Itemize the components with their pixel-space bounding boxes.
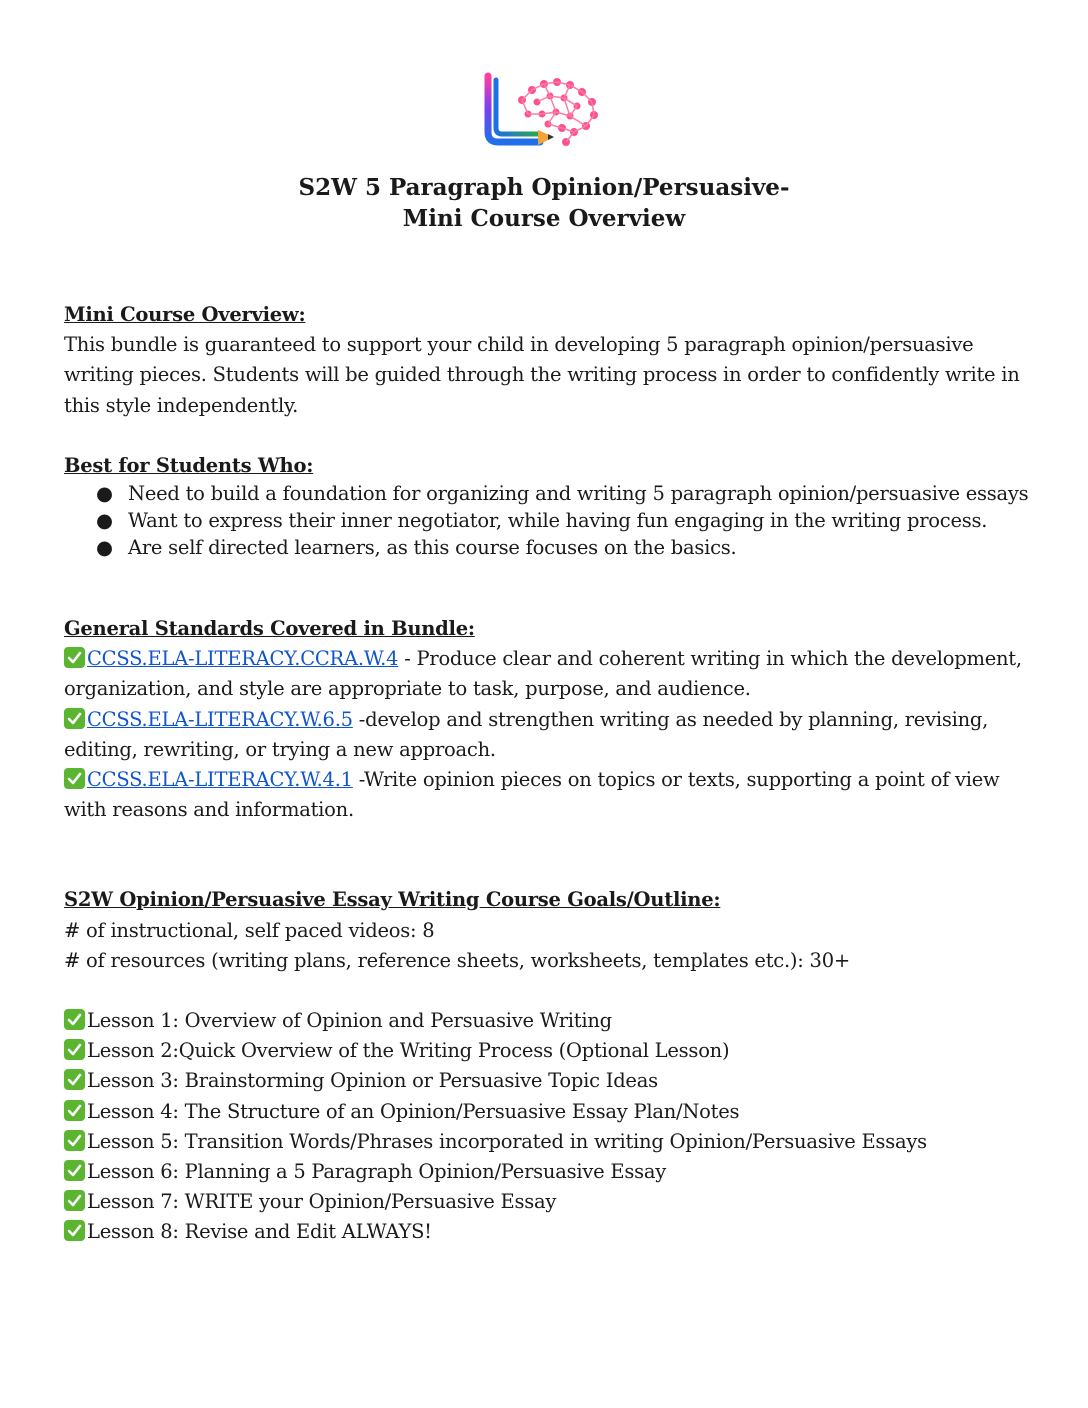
best-for-heading: Best for Students Who: (64, 453, 314, 477)
lesson-list (64, 1006, 1034, 1248)
overview-heading: Mini Course Overview: (64, 303, 306, 326)
standard-description: -develop and strengthen writing as needed by planning, revising, editing, rewriting, or trying a new approach. (64, 707, 989, 761)
lesson-item: Lesson 6: Planning a 5 Paragraph Opinion/Persuasive Essay (64, 1157, 1034, 1187)
standard-link[interactable]: CCSS.ELA-LITERACY.W.4.1 (87, 768, 353, 792)
best-for-list (64, 481, 1034, 561)
standard-description: -Write opinion pieces on topics or texts, supporting a point of view with reasons and information. (64, 768, 1000, 822)
standard-item (64, 765, 1034, 825)
document-body (64, 300, 1034, 1248)
lesson-item: Lesson 8: Revise and Edit ALWAYS! (64, 1217, 1034, 1247)
bullet-icon: ● (96, 482, 113, 506)
check-mark-icon (64, 1009, 85, 1030)
check-mark-icon (64, 647, 85, 668)
document-title (0, 172, 1088, 234)
standard-link[interactable]: CCSS.ELA-LITERACY.W.6.5 (87, 707, 353, 731)
check-mark-icon (64, 1069, 85, 1090)
standard-description: - Produce clear and coherent writing in which the development, organization, and style are appropriate to task, purpose, and audience. (64, 647, 1022, 701)
check-mark-icon (64, 1220, 85, 1241)
standards-heading: General Standards Covered in Bundle: (64, 617, 475, 641)
check-mark-icon (64, 768, 85, 789)
check-mark-icon (64, 1039, 85, 1060)
bullet-icon: ● (96, 509, 113, 533)
lesson-item: Lesson 7: WRITE your Opinion/Persuasive Essay (64, 1187, 1034, 1217)
list-item: ● Are self directed learners, as this course focuses on the basics. (96, 536, 737, 560)
title-line-2: Mini Course Overview (402, 205, 686, 232)
lesson-item: Lesson 3: Brainstorming Opinion or Persuasive Topic Ideas (64, 1066, 1034, 1096)
title-line-1: S2W 5 Paragraph Opinion/Persuasive- (298, 174, 790, 201)
standard-item (64, 705, 1034, 765)
pencil-brain-logo (482, 70, 608, 154)
list-item: ● Want to express their inner negotiator, while having fun engaging in the writing process. (96, 509, 988, 533)
lesson-item: Lesson 4: The Structure of an Opinion/Persuasive Essay Plan/Notes (64, 1097, 1034, 1127)
check-mark-icon (64, 1100, 85, 1121)
goals-heading: S2W Opinion/Persuasive Essay Writing Course Goals/Outline: (64, 888, 721, 912)
list-item: ● Need to build a foundation for organizing and writing 5 paragraph opinion/persuasive essays (96, 482, 1029, 506)
standard-item (64, 644, 1034, 704)
overview-text: This bundle is guaranteed to support your child in developing 5 paragraph opinion/persuasive writing pieces. Students will be guided through the writing process in order to confidently write in this style independently. (64, 333, 1020, 417)
standard-link[interactable]: CCSS.ELA-LITERACY.CCRA.W.4 (87, 647, 399, 671)
resources-count: # of resources (writing plans, reference sheets, worksheets, templates etc.): 30+ (64, 948, 850, 972)
check-mark-icon (64, 1190, 85, 1211)
check-mark-icon (64, 1130, 85, 1151)
check-mark-icon (64, 708, 85, 729)
lesson-item: Lesson 2:Quick Overview of the Writing Process (Optional Lesson) (64, 1036, 1034, 1066)
lesson-item: Lesson 1: Overview of Opinion and Persuasive Writing (64, 1006, 1034, 1036)
videos-count: # of instructional, self paced videos: 8 (64, 918, 435, 942)
check-mark-icon (64, 1160, 85, 1181)
lesson-item: Lesson 5: Transition Words/Phrases incorporated in writing Opinion/Persuasive Essays (64, 1127, 1034, 1157)
bullet-icon: ● (96, 536, 113, 560)
